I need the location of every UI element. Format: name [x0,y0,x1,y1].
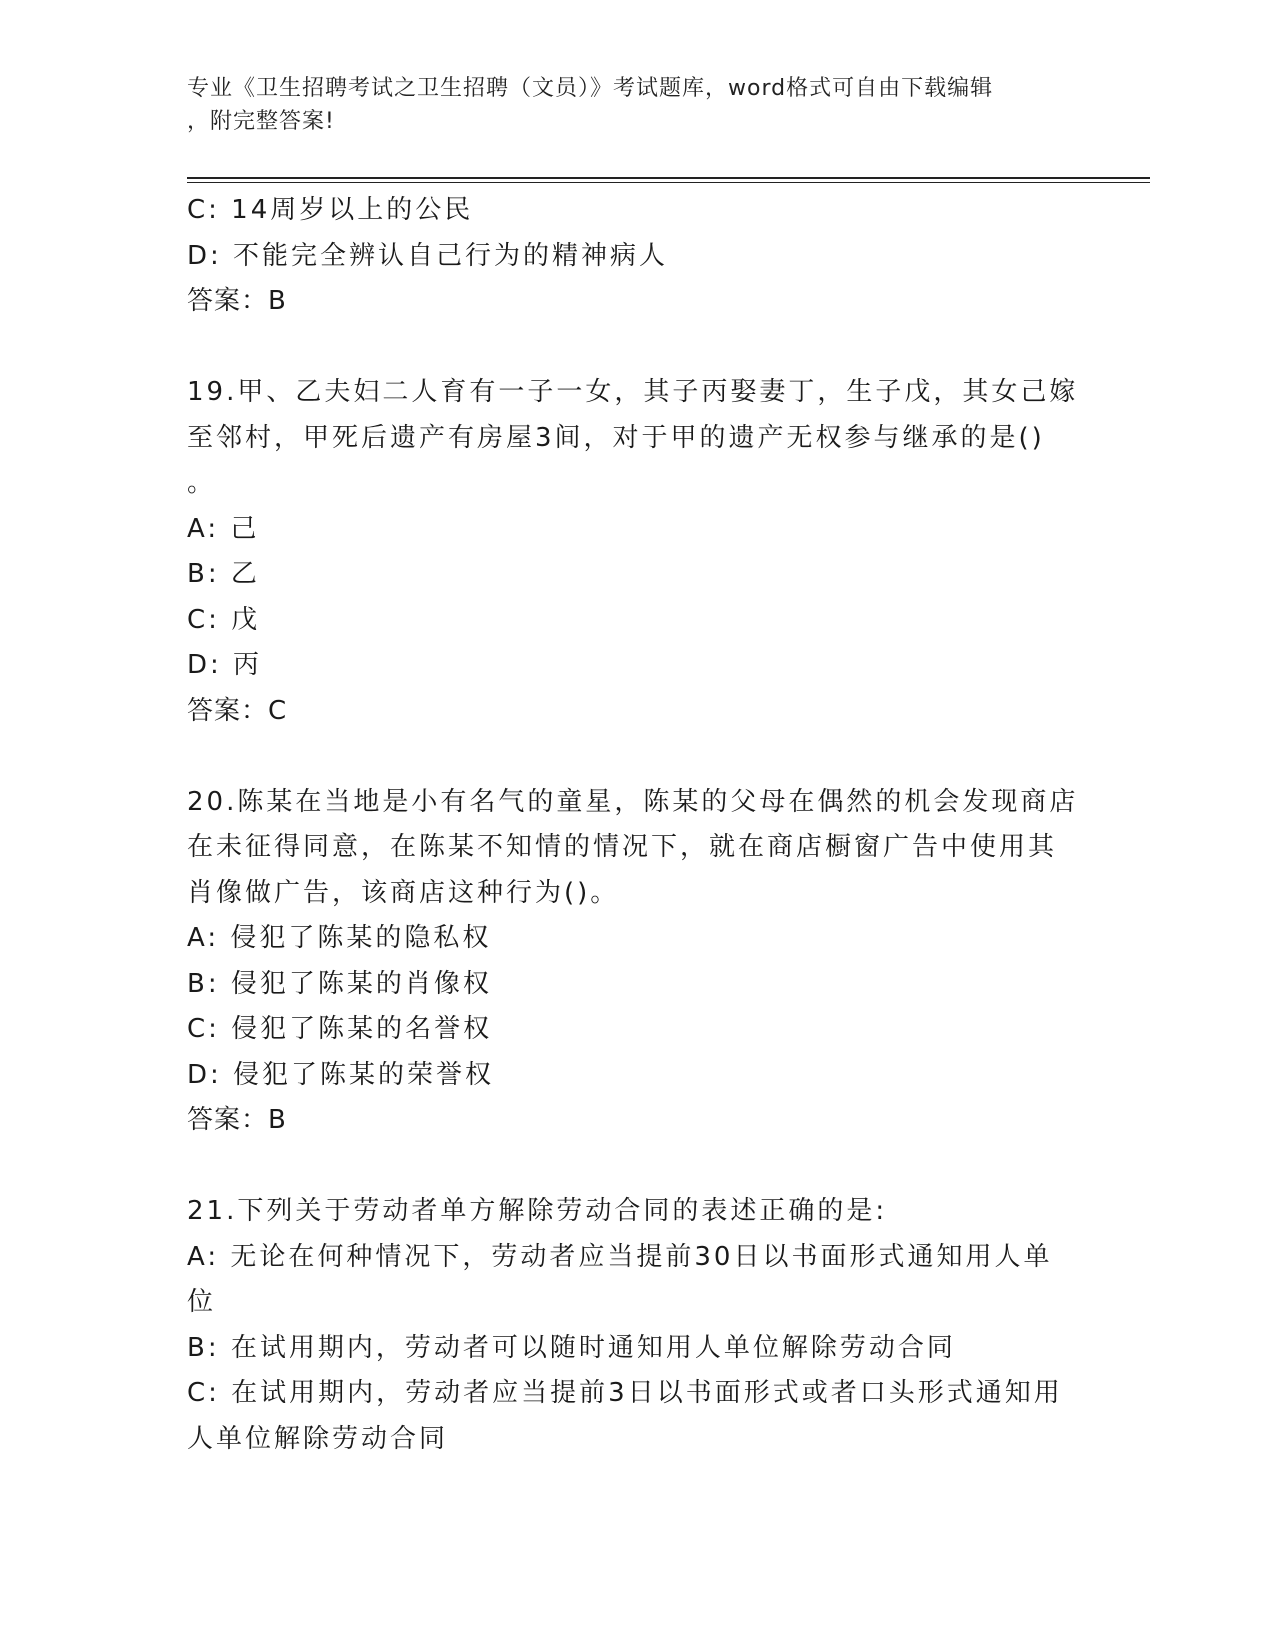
q21-option-a-line-1: A: 无论在何种情况下，劳动者应当提前30日以书面形式通知用人单 [187,1241,1053,1272]
q20-stem-line-1: 20.陈某在当地是小有名气的童星，陈某的父母在偶然的机会发现商店 [187,786,1079,817]
q20-option-d: D: 侵犯了陈某的荣誉权 [187,1059,495,1090]
q19-stem-line-3: 。 [187,468,217,498]
q21-option-c-line-1: C: 在试用期内，劳动者应当提前3日以书面形式或者口头形式通知用 [187,1378,1063,1408]
spacer [187,325,1087,371]
header-line-2: ，附完整答案! [187,109,335,134]
q18-answer: 答案：B [187,286,287,316]
q18-option-d: D: 不能完全辨认自己行为的精神病人 [187,240,669,271]
q20-stem-line-2: 在未征得同意，在陈某不知情的情况下，就在商店橱窗广告中使用其 [187,832,1058,862]
q21-stem-line-1: 21.下列关于劳动者单方解除劳动合同的表述正确的是: [187,1196,888,1226]
q21-option-b: B: 在试用期内，劳动者可以随时通知用人单位解除劳动合同 [187,1332,956,1363]
q19-option-a: A: 己 [187,513,260,544]
question-21 [187,1189,1087,1462]
question-19 [187,370,1087,734]
q19-answer: 答案：C [187,695,288,726]
q20-option-b: B: 侵犯了陈某的肖像权 [187,968,492,999]
header-divider-thin [187,182,1150,183]
q20-answer: 答案：B [187,1105,287,1135]
spacer [187,734,1087,780]
q19-option-d: D: 丙 [187,650,263,680]
q20-option-c: C: 侵犯了陈某的名誉权 [187,1014,493,1044]
question-18-tail [187,188,1087,325]
q19-stem-line-1: 19.甲、乙夫妇二人育有一子一女，其子丙娶妻丁，生子戊，其女己嫁 [187,377,1079,407]
q21-option-a-line-2: 位 [187,1287,217,1317]
page-header [187,72,1087,138]
q19-stem-line-2: 至邻村，甲死后遗产有房屋3间，对于甲的遗产无权参与继承的是() [187,422,1045,453]
q18-option-c: C: 14周岁以上的公民 [187,195,474,225]
q21-option-c-line-2: 人单位解除劳动合同 [187,1423,449,1454]
q19-option-b: B: 乙 [187,559,260,589]
question-20 [187,780,1087,1144]
header-divider-thick [187,177,1150,179]
header-line-1: 专业《卫生招聘考试之卫生招聘（文员）》考试题库，word格式可自由下载编辑 [187,76,994,101]
q19-option-c: C: 戊 [187,604,261,635]
q20-option-a: A: 侵犯了陈某的隐私权 [187,923,492,953]
question-list [187,188,1087,1462]
q20-stem-line-3: 肖像做广告，该商店这种行为()。 [187,877,620,908]
spacer [187,1144,1087,1190]
